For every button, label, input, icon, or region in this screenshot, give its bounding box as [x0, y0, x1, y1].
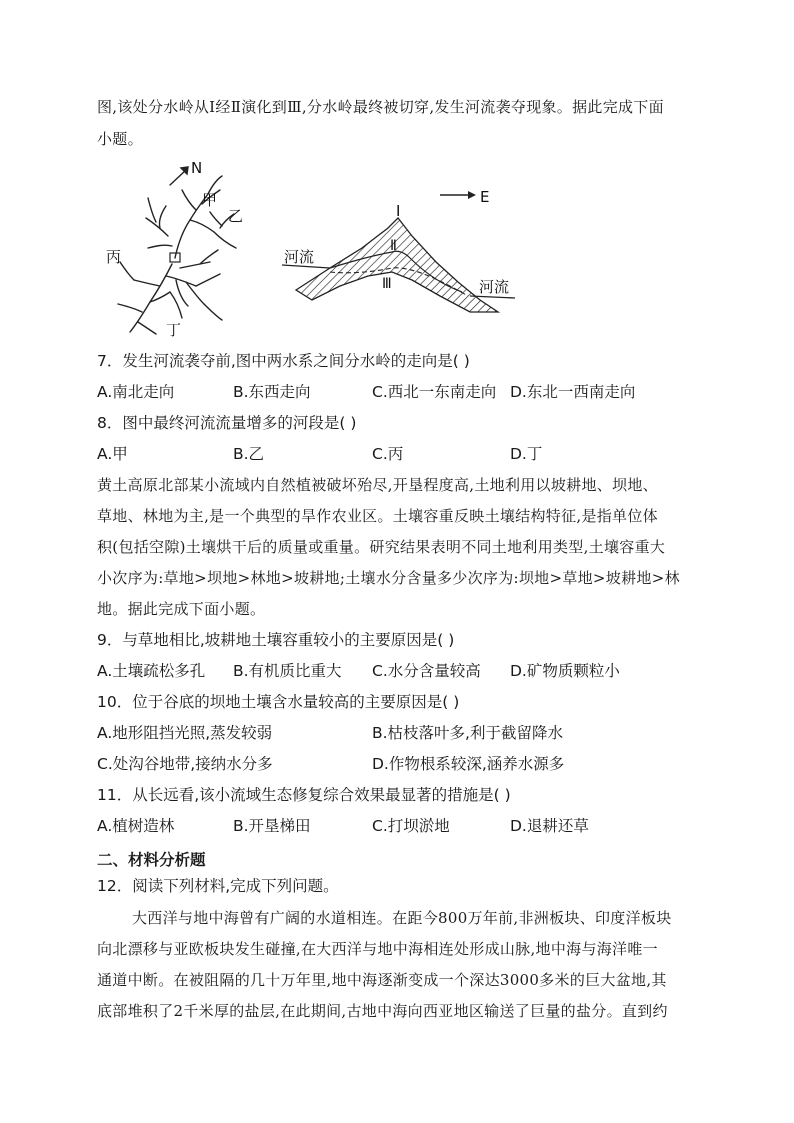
q10-option-d[interactable]: D.作物根系较深,涵养水源多 [372, 755, 565, 773]
question-7-stem: 7．发生河流袭夺前,图中两水系之间分水岭的走向是( ) [97, 352, 470, 370]
river-right-label: 河流 [479, 278, 510, 296]
question-10-stem: 10．位于谷底的坝地土壤含水量较高的主要原因是( ) [97, 693, 460, 711]
material-line-1: 大西洋与地中海曾有广阔的水道相连。在距今800万年前,非洲板块、印度洋板块 [132, 909, 672, 927]
q10-option-c[interactable]: C.处沟谷地带,接纳水分多 [97, 755, 273, 773]
river-left-label: 河流 [284, 248, 315, 266]
passage-2-line-5: 地。据此完成下面小题。 [97, 600, 266, 618]
material-line-2: 向北漂移与亚欧板块发生碰撞,在大西洋与地中海相连处形成山脉,地中海与海洋唯一 [97, 940, 658, 958]
question-9-stem: 9．与草地相比,坡耕地土壤容重较小的主要原因是( ) [97, 631, 455, 649]
passage-2-line-3: 积(包括空隙)土壤烘干后的质量或重量。研究结果表明不同土地利用类型,土壤容重大 [97, 538, 666, 556]
label-yi: 乙 [228, 207, 244, 225]
drainage-map [118, 167, 236, 334]
q8-option-c[interactable]: C.丙 [372, 445, 404, 463]
river-capture-figure [0, 0, 794, 345]
q11-option-d[interactable]: D.退耕还草 [510, 817, 589, 835]
q11-option-a[interactable]: A.植树造林 [97, 817, 175, 835]
q11-option-c[interactable]: C.打坝淤地 [372, 817, 450, 835]
question-8-stem: 8．图中最终河流流量增多的河段是( ) [97, 414, 357, 432]
label-ding: 丁 [166, 321, 182, 339]
intro-line-1: 图,该处分水岭从Ⅰ经Ⅱ演化到Ⅲ,分水岭最终被切穿,发生河流袭夺现象。据此完成下面 [97, 98, 664, 116]
passage-2-line-2: 草地、林地为主,是一个典型的旱作农业区。土壤容重反映土壤结构特征,是指单位体 [97, 507, 658, 525]
q9-option-b[interactable]: B.有机质比重大 [233, 662, 342, 680]
east-label: E [480, 188, 490, 206]
material-line-4: 底部堆积了2千米厚的盐层,在此期间,古地中海向西亚地区输送了巨量的盐分。直到约 [97, 1002, 668, 1020]
section-2-title: 二、材料分析题 [97, 851, 206, 869]
q9-option-c[interactable]: C.水分含量较高 [372, 662, 481, 680]
q8-option-d[interactable]: D.丁 [510, 445, 543, 463]
label-jia: 甲 [202, 191, 218, 209]
q10-option-a[interactable]: A.地形阻挡光照,蒸发较弱 [97, 724, 273, 742]
profile-i-label: Ⅰ [396, 202, 401, 220]
q7-option-c[interactable]: C.西北一东南走向 [372, 383, 497, 401]
q10-option-b[interactable]: B.枯枝落叶多,利于截留降水 [372, 724, 563, 742]
north-label: N [191, 159, 203, 177]
q7-option-b[interactable]: B.东西走向 [233, 383, 311, 401]
question-12-stem: 12．阅读下列材料,完成下列问题。 [97, 877, 339, 895]
label-bing: 丙 [106, 248, 122, 266]
profile-iii-label: Ⅲ [382, 276, 392, 292]
q8-option-b[interactable]: B.乙 [233, 445, 265, 463]
material-line-3: 通道中断。在被阻隔的几十万年里,地中海逐渐变成一个深达3000多米的巨大盆地,其 [97, 971, 667, 989]
passage-2-line-1: 黄土高原北部某小流域内自然植被破坏殆尽,开垦程度高,土地利用以坡耕地、坝地、 [97, 476, 658, 494]
q8-option-a[interactable]: A.甲 [97, 445, 128, 463]
q9-option-d[interactable]: D.矿物质颗粒小 [510, 662, 620, 680]
question-11-stem: 11．从长远看,该小流域生态修复综合效果最显著的措施是( ) [97, 786, 511, 804]
q11-option-b[interactable]: B.开垦梯田 [233, 817, 311, 835]
q7-option-d[interactable]: D.东北一西南走向 [510, 383, 636, 401]
passage-2-line-4: 小次序为:草地>坝地>林地>坡耕地;土壤水分含量多少次序为:坝地>草地>坡耕地>林 [97, 569, 680, 587]
q9-option-a[interactable]: A.土壤疏松多孔 [97, 662, 206, 680]
intro-line-2: 小题。 [97, 130, 143, 148]
profile-ii-label: Ⅱ [390, 238, 397, 254]
q7-option-a[interactable]: A.南北走向 [97, 383, 175, 401]
